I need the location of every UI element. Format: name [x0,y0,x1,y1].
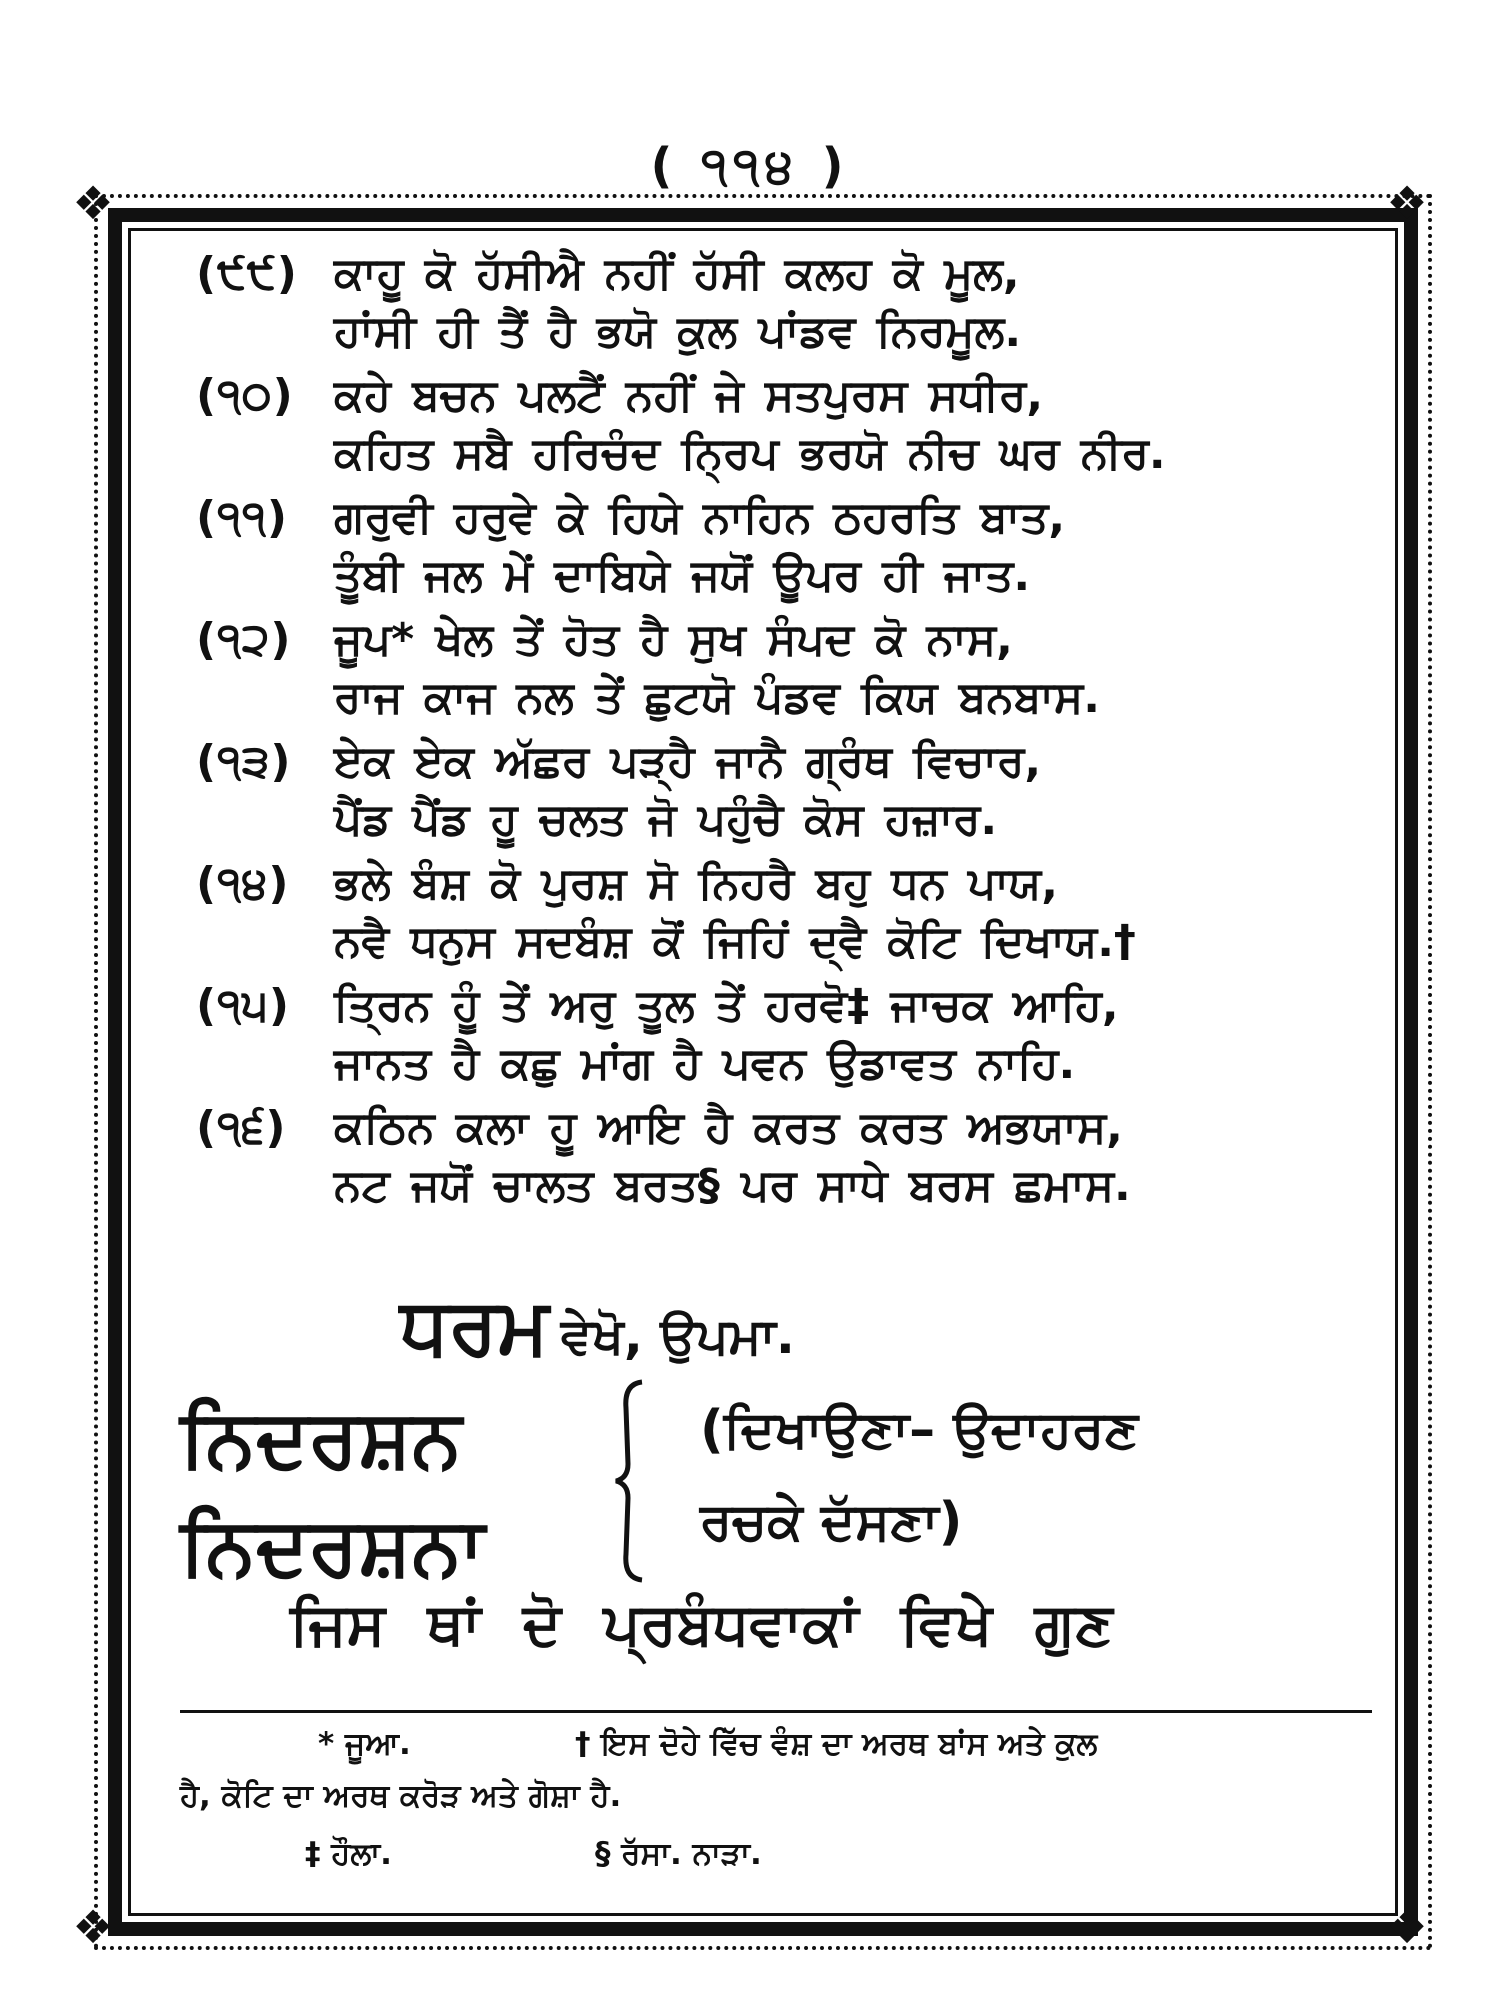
footnote: ਹੈ, ਕੋਟਿ ਦਾ ਅਰਥ ਕਰੋੜ ਅਤੇ ਗੋਸ਼ਾ ਹੈ. [180,1778,622,1814]
verse-line: ਤ੍ਰਿਨ ਹੂੰ ਤੇਂ ਅਰੁ ਤੂਲ ਤੇਂ ਹਰਵੋ‡ ਜਾਚਕ ਆਹਿ, [334,980,1119,1031]
page-number: ( ੧੧੪ ) [650,138,850,194]
verse [196,858,1386,974]
verse-list [196,248,1386,1224]
footnote-divider [180,1710,1372,1713]
term-meaning: ਰਚਕੇ ਦੱਸਣਾ) [700,1492,963,1552]
cross-reference [400,1282,795,1373]
verse [196,980,1386,1096]
verse-line: ਕਹਿਤ ਸਬੈ ਹਰਿਚੰਦ ਨ੍ਰਿਪ ਭਰਯੋ ਨੀਚ ਘਰ ਨੀਰ. [334,428,1166,479]
verse-line: ਨਵੈ ਧਨੁਸ ਸਦਬੰਸ਼ ਕੋਂ ਜਿਹਿਂ ਦ੍ਵੈ ਕੋਟਿ ਦਿਖਾਯ.† [334,916,1136,967]
footnote: ‡ ਹੌਲਾ. [305,1836,392,1872]
verse-line: ਏਕ ਏਕ ਅੱਛਰ ਪੜ੍ਹੈ ਜਾਨੈ ਗ੍ਰੰਥ ਵਿਚਾਰ, [334,736,1042,787]
verse [196,614,1386,730]
verse [196,370,1386,486]
verse-line: ਕਹੇ ਬਚਨ ਪਲਟੈਂ ਨਹੀਂ ਜੇ ਸਤਪੁਰਸ ਸਧੀਰ, [334,370,1044,421]
verse-line: ਰਾਜ ਕਾਜ ਨਲ ਤੇਂ ਛੁਟਯੋ ਪੰਡਵ ਕਿਯ ਬਨਬਾਸ. [334,672,1100,723]
footnote: § ਰੱਸਾ. ਨਾੜਾ. [595,1836,762,1872]
verse-number: (੧੬) [196,1102,287,1153]
flourish-icon: ❖ [1386,1900,1428,1954]
verse-number: (੧੧) [196,492,289,543]
verse-number: (੧੫) [196,980,291,1031]
verse-line: ਜੂਪ* ਖੇਲ ਤੇਂ ਹੋਤ ਹੈ ਸੁਖ ਸੰਪਦ ਕੋ ਨਾਸ, [334,614,1013,665]
verse [196,1102,1386,1218]
definition-text: ਜਿਸ ਥਾਂ ਦੋ ਪ੍ਰਬੰਧਵਾਕਾਂ ਵਿਖੇ ਗੁਣ [290,1590,1113,1658]
verse-line: ਨਟ ਜਯੋਂ ਚਾਲਤ ਬਰਤ§ ਪਰ ਸਾਧੇ ਬਰਸ ਛਮਾਸ. [334,1160,1131,1211]
verse-line: ਕਾਹੂ ਕੋ ਹੱਸੀਐ ਨਹੀਂ ਹੱਸੀ ਕਲਹ ਕੋ ਮੂਲ, [334,248,1020,299]
verse-number: (੧੩) [196,736,292,787]
verse [196,736,1386,852]
term-heading: ਨਿਦਰਸ਼ਨ [180,1392,462,1485]
verse-line: ਜਾਨਤ ਹੈ ਕਛੁ ਮਾਂਗ ਹੈ ਪਵਨ ਉਡਾਵਤ ਨਾਹਿ. [334,1038,1076,1089]
verse-line: ਕਠਿਨ ਕਲਾ ਹੂ ਆਇ ਹੈ ਕਰਤ ਕਰਤ ਅਭਯਾਸ, [334,1102,1123,1153]
footnote: * ਜੂਆ. [318,1726,411,1762]
verse-line: ਤੂੰਬੀ ਜਲ ਮੇਂ ਦਾਬਿਯੇ ਜਯੋਂ ਊਪਰ ਹੀ ਜਾਤ. [334,550,1031,601]
curly-brace [612,1378,656,1584]
heading-word: ਧਰਮ [400,1282,549,1372]
verse-line: ਪੈਂਡ ਪੈਂਡ ਹੂ ਚਲਤ ਜੋ ਪਹੁੰਚੈ ਕੋਸ ਹਜ਼ਾਰ. [334,794,998,845]
flourish-icon: ❖ [72,1900,114,1954]
verse [196,248,1386,364]
verse-number: (੧੦) [196,370,294,421]
reference-text: ਵੇਖੋ, ਉਪਮਾ. [560,1307,795,1365]
footnote: † ਇਸ ਦੋਹੇ ਵਿੱਚ ਵੰਸ਼ ਦਾ ਅਰਥ ਬਾਂਸ ਅਤੇ ਕੁਲ [575,1726,1098,1762]
flourish-icon: ❖ [72,176,114,230]
verse-number: (੯੯) [196,248,298,299]
term-meaning: (ਦਿਖਾਉਣਾ– ਉਦਾਹਰਣ [700,1400,1139,1460]
verse [196,492,1386,608]
term-heading: ਨਿਦਰਸ਼ਨਾ [180,1500,485,1593]
verse-line: ਗਰੁਵੀ ਹਰੁਵੇ ਕੇ ਹਿਯੇ ਨਾਹਿਨ ਠਹਰਤਿ ਬਾਤ, [334,492,1066,543]
verse-number: (੧੪) [196,858,290,909]
verse-line: ਭਲੇ ਬੰਸ਼ ਕੋ ਪੁਰਸ਼ ਸੋ ਨਿਹਰੈ ਬਹੁ ਧਨ ਪਾਯ, [334,858,1058,909]
verse-number: (੧੨) [196,614,292,665]
flourish-icon: ❖ [1386,176,1428,230]
verse-line: ਹਾਂਸੀ ਹੀ ਤੈਂ ਹੈ ਭਯੋ ਕੁਲ ਪਾਂਡਵ ਨਿਰਮੂਲ. [334,306,1022,357]
